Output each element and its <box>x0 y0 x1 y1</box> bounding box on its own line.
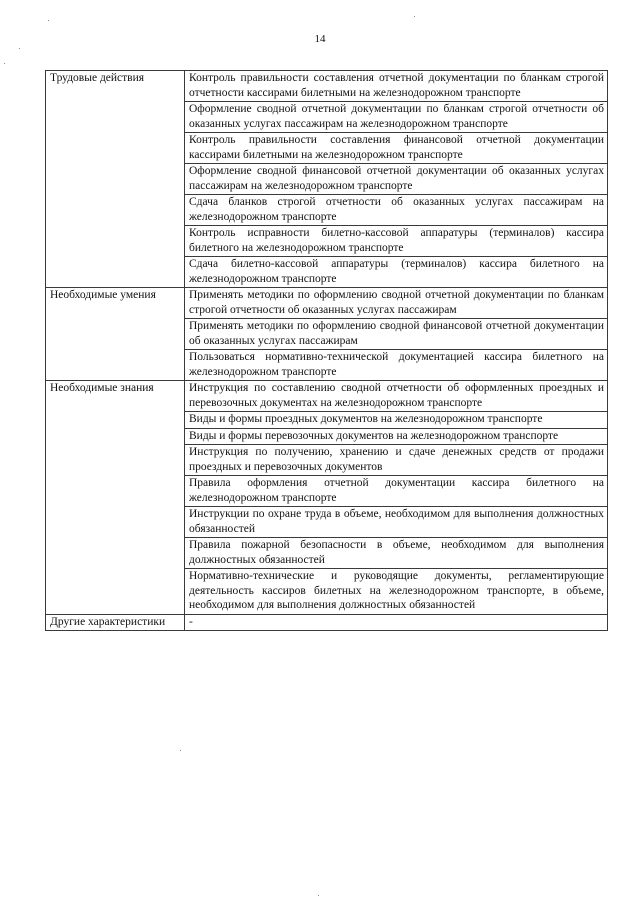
required-knowledge-item: Инструкция по получению, хранению и сдаче денежных средств от продажи проездных и перевозочных документов <box>185 445 608 476</box>
section-label-labor-actions: Трудовые действия <box>46 71 185 288</box>
section-label-required-skills: Необходимые умения <box>46 288 185 381</box>
labor-action-item: Контроль исправности билетно-кассовой аппаратуры (терминалов) кассира билетного на железнодорожном транспорте <box>185 226 608 257</box>
scan-speck <box>414 16 415 17</box>
section-other-characteristics <box>46 614 608 631</box>
labor-action-item: Сдача билетно-кассовой аппаратуры (терминалов) кассира билетного на железнодорожном транспорте <box>185 257 608 288</box>
section-label-other-characteristics: Другие характеристики <box>46 614 185 631</box>
required-skill-item: Применять методики по оформлению сводной финансовой отчетной документации об оказанных услугах пассажирам <box>185 319 608 350</box>
labor-action-item: Контроль правильности составления отчетной документации по бланкам строгой отчетности кассирами билетными на железнодорожном транспорте <box>185 71 608 102</box>
other-characteristic-item: - <box>185 614 608 631</box>
required-knowledge-item: Виды и формы проездных документов на железнодорожном транспорте <box>185 412 608 429</box>
required-skill-item: Применять методики по оформлению сводной отчетной документации по бланкам строгой отчетности об оказанных услугах пассажирам <box>185 288 608 319</box>
section-label-required-knowledge: Необходимые знания <box>46 381 185 615</box>
section-required-skills <box>46 288 608 381</box>
labor-action-item: Оформление сводной финансовой отчетной документации об оказанных услугах пассажирам на железнодорожном транспорте <box>185 164 608 195</box>
required-skill-item: Пользоваться нормативно-технической документацией кассира билетного на железнодорожном транспорте <box>185 350 608 381</box>
scan-speck <box>48 20 49 21</box>
required-knowledge-item: Правила оформления отчетной документации кассира билетного на железнодорожном транспорте <box>185 476 608 507</box>
scan-speck <box>19 48 20 49</box>
table-row <box>46 614 608 631</box>
table-row <box>46 71 608 102</box>
required-knowledge-item: Правила пожарной безопасности в объеме, необходимом для выполнения должностных обязанностей <box>185 538 608 569</box>
scan-speck <box>4 63 5 64</box>
required-knowledge-item: Виды и формы перевозочных документов на железнодорожном транспорте <box>185 428 608 445</box>
labor-action-item: Контроль правильности составления финансовой отчетной документации кассирами билетными на железнодорожном транспорте <box>185 133 608 164</box>
table-row <box>46 381 608 412</box>
section-labor-actions <box>46 71 608 288</box>
labor-action-item: Сдача бланков строгой отчетности об оказанных услугах пассажирам на железнодорожном транспорте <box>185 195 608 226</box>
job-functions-table <box>45 70 608 631</box>
required-knowledge-item: Нормативно-технические и руководящие документы, регламентирующие деятельность кассиров билетных на железнодорожном транспорте, в объеме, необходимом для выполнения должностных обязанностей <box>185 569 608 615</box>
scan-speck <box>318 895 319 896</box>
section-required-knowledge <box>46 381 608 615</box>
labor-action-item: Оформление сводной отчетной документации по бланкам строгой отчетности об оказанных услугах пассажирам на железнодорожном транспорте <box>185 102 608 133</box>
table-row <box>46 288 608 319</box>
scan-speck <box>180 750 181 751</box>
required-knowledge-item: Инструкции по охране труда в объеме, необходимом для выполнения должностных обязанностей <box>185 507 608 538</box>
page-number: 14 <box>314 33 326 45</box>
required-knowledge-item: Инструкция по составлению сводной отчетности об оформленных проездных и перевозочных документах на железнодорожном транспорте <box>185 381 608 412</box>
